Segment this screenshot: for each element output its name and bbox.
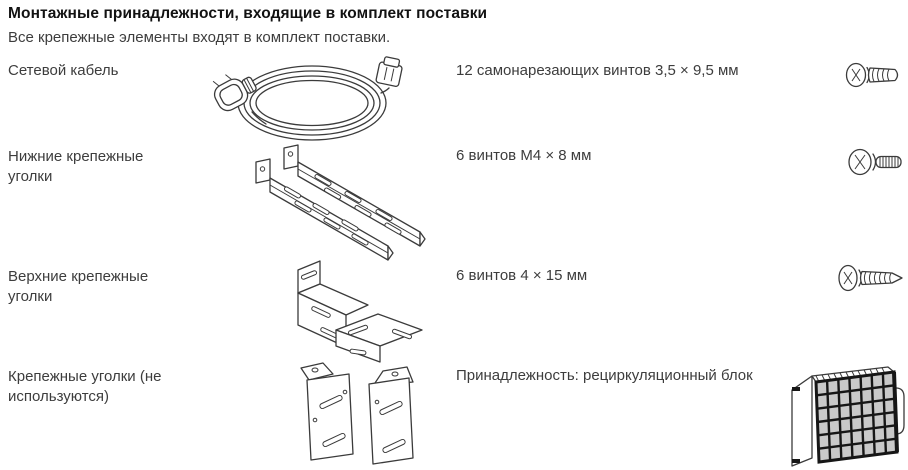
- row-label-lower-brackets: Нижние крепежные уголки: [8, 148, 144, 185]
- mounting-plate-1: [301, 363, 353, 460]
- lower-brackets-drawing: [248, 142, 430, 261]
- recirculation-block-icon: [784, 360, 906, 470]
- wood-screw-icon: [836, 260, 906, 301]
- power-cable-illustration: [200, 55, 415, 152]
- row-spec-m4-screws: 6 винтов M4 × 8 мм: [456, 147, 592, 164]
- power-cable-drawing: [200, 55, 415, 147]
- mounting-plate-2: [369, 367, 413, 464]
- angle-bracket-2: [336, 314, 422, 362]
- row-label-power-cable: Сетевой кабель: [8, 62, 119, 79]
- self-tapping-screw-icon: [843, 58, 905, 97]
- upper-brackets-illustration: [278, 254, 428, 371]
- page-subtitle: Все крепежные элементы входят в комплект поставки.: [8, 29, 391, 46]
- unused-plates-illustration: [293, 360, 428, 470]
- iec-connector: [376, 56, 404, 87]
- unused-plates-drawing: [293, 360, 428, 468]
- page-title: Монтажные принадлежности, входящие в комплект поставки: [8, 5, 488, 22]
- upper-brackets-drawing: [278, 254, 428, 366]
- machine-screw-icon: [846, 145, 906, 184]
- row-spec-self-tapping-screws: 12 самонарезающих винтов 3,5 × 9,5 мм: [456, 62, 739, 79]
- row-label-upper-brackets: Верхние крепежные уголки: [8, 268, 149, 305]
- row-spec-recirculation-block: Принадлежность: рециркуляционный блок: [456, 367, 753, 384]
- mains-plug: [208, 65, 260, 114]
- row-spec-wood-screws: 6 винтов 4 × 15 мм: [456, 267, 588, 284]
- row-label-unused-brackets: Крепежные уголки (не используются): [8, 368, 162, 405]
- lower-brackets-illustration: [248, 142, 430, 266]
